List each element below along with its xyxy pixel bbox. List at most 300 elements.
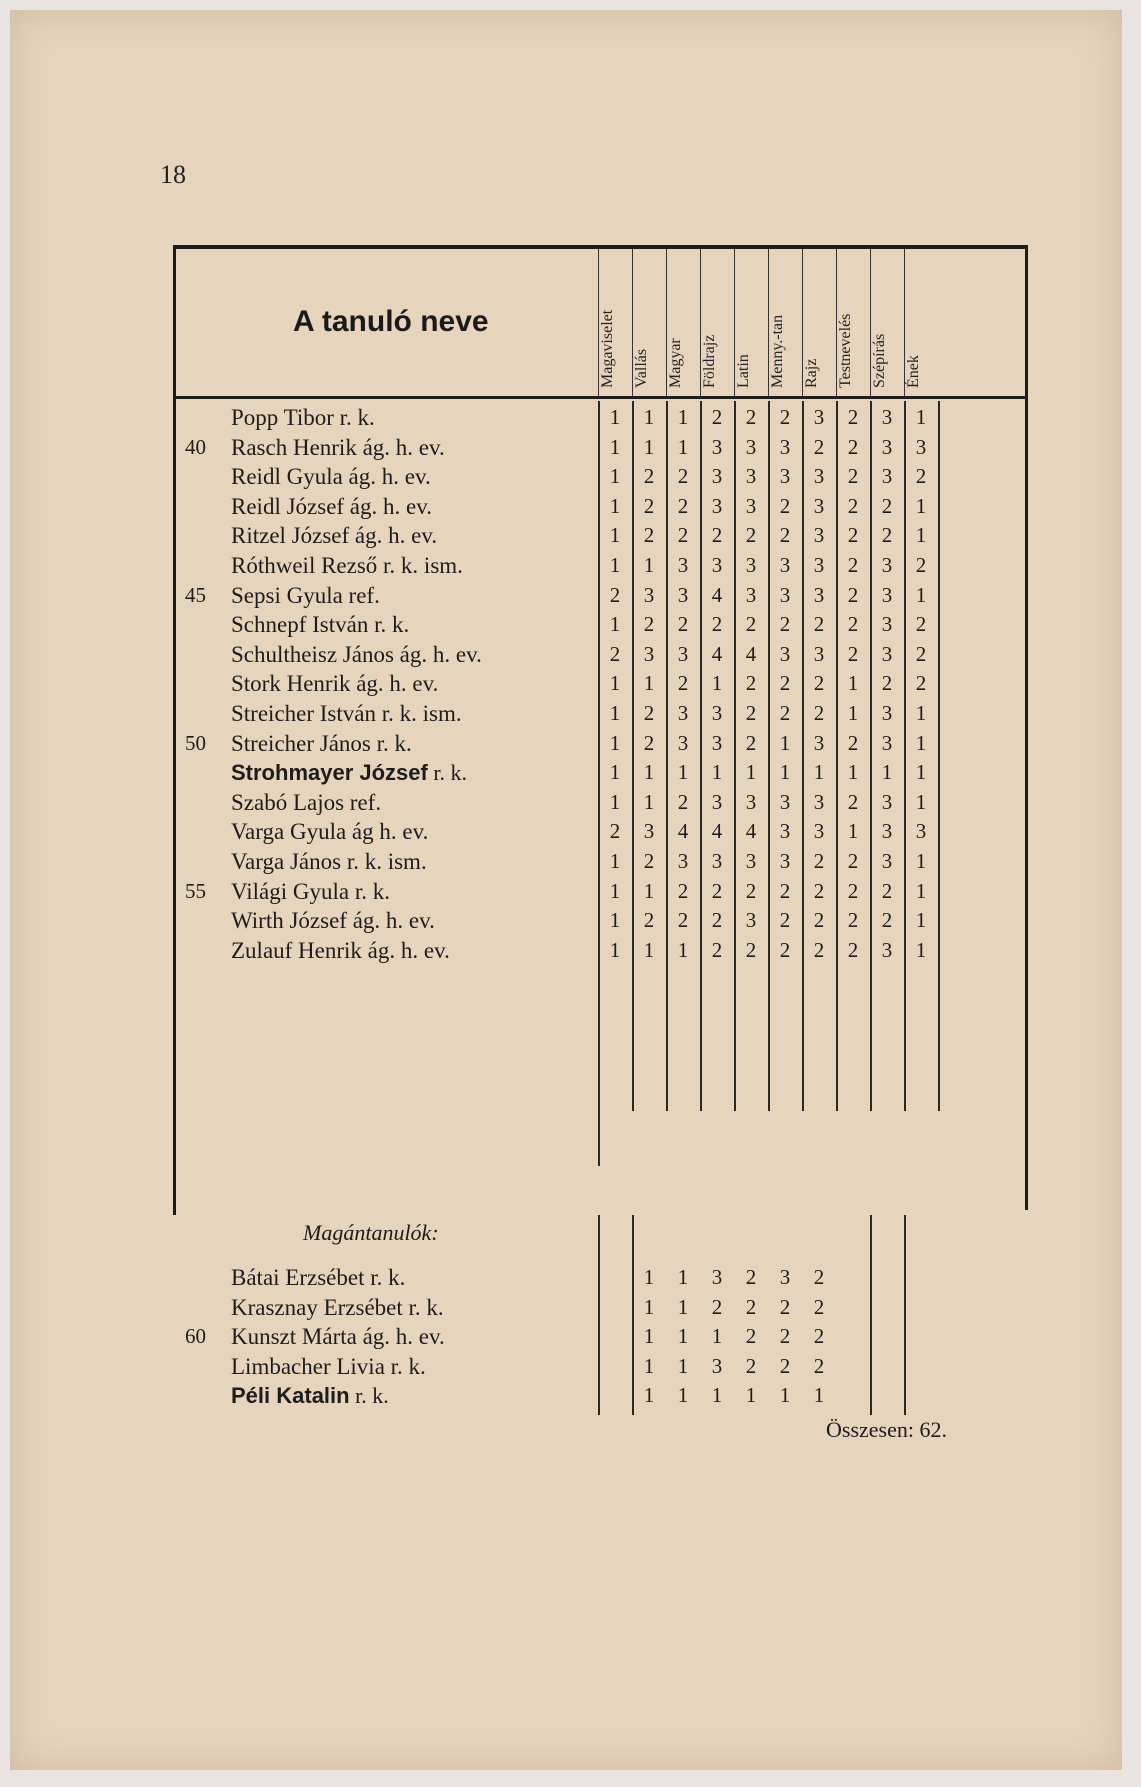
grade-cell: 1 bbox=[643, 878, 655, 903]
grade-cell: 2 bbox=[813, 849, 825, 873]
grade-cell: 3 bbox=[745, 849, 757, 873]
grade-cell: 2 bbox=[915, 612, 927, 637]
grade-cell: 1 bbox=[745, 760, 757, 785]
grade-cell: 1 bbox=[643, 434, 655, 459]
name-column-header: A tanuló neve bbox=[293, 305, 489, 338]
student-name bbox=[231, 731, 412, 757]
student-name-text: Bátai Erzsébet r. k. bbox=[231, 1265, 406, 1290]
grade-cell: 1 bbox=[915, 878, 927, 903]
grade-cell: 1 bbox=[609, 789, 621, 814]
grade-cell: 1 bbox=[915, 849, 927, 873]
grade-cell: 1 bbox=[643, 671, 655, 696]
student-row bbox=[173, 1324, 1028, 1354]
grade-cell: 2 bbox=[847, 641, 859, 666]
grade-cell: 3 bbox=[745, 553, 757, 577]
grade-cell: 3 bbox=[881, 641, 893, 666]
grade-cell: 1 bbox=[915, 908, 927, 933]
grade-cell: 3 bbox=[711, 701, 723, 725]
grade-cell: 1 bbox=[915, 701, 927, 725]
total-count: Összesen: 62. bbox=[826, 1417, 947, 1442]
student-row bbox=[173, 790, 1028, 820]
page-paper bbox=[10, 10, 1122, 1770]
grade-cell: 2 bbox=[609, 641, 621, 666]
student-row bbox=[173, 938, 1028, 968]
grade-cell: 2 bbox=[711, 878, 723, 903]
grade-cell: 1 bbox=[609, 464, 621, 489]
grade-cell: 3 bbox=[779, 582, 791, 607]
grade-cell: 2 bbox=[881, 523, 893, 548]
grade-cell: 3 bbox=[745, 789, 757, 814]
grade-cell: 2 bbox=[847, 730, 859, 755]
student-name-text: Reidl Gyula ág. h. ev. bbox=[231, 464, 431, 490]
grade-cell: 3 bbox=[711, 1265, 723, 1289]
grade-cell: 1 bbox=[813, 760, 825, 785]
grade-cell: 1 bbox=[779, 730, 791, 755]
grade-cell: 3 bbox=[881, 582, 893, 607]
grade-cell: 3 bbox=[915, 434, 927, 459]
grade-cell: 2 bbox=[779, 405, 791, 429]
grade-cell: 2 bbox=[745, 878, 757, 903]
grade-cell: 3 bbox=[813, 405, 825, 429]
subject-label: Magyar bbox=[667, 338, 684, 388]
page-number: 18 bbox=[160, 160, 186, 189]
grade-cell: 1 bbox=[677, 434, 689, 459]
grade-cell: 2 bbox=[643, 701, 655, 725]
grade-cell: 2 bbox=[677, 523, 689, 548]
grade-cell: 1 bbox=[677, 1265, 689, 1289]
subject-label: Testnevelés bbox=[837, 313, 854, 388]
student-name-text: Krasznay Erzsébet r. k. bbox=[231, 1294, 444, 1320]
grade-cell: 1 bbox=[643, 405, 655, 429]
grade-cell: 2 bbox=[677, 493, 689, 518]
grade-cell: 2 bbox=[847, 937, 859, 962]
grade-cell: 1 bbox=[915, 523, 927, 548]
student-row bbox=[173, 583, 1028, 613]
grade-cell: 3 bbox=[779, 849, 791, 873]
grade-cell: 3 bbox=[711, 789, 723, 814]
grade-cell: 2 bbox=[779, 937, 791, 962]
grade-cell: 2 bbox=[813, 908, 825, 933]
grade-cell: 1 bbox=[677, 1294, 689, 1319]
grade-cell: 3 bbox=[881, 789, 893, 814]
row-number: 55 bbox=[185, 878, 206, 903]
grade-cell: 2 bbox=[643, 493, 655, 518]
student-name-text: Limbacher Livia r. k. bbox=[231, 1353, 426, 1379]
grade-cell: 1 bbox=[609, 937, 621, 962]
grade-cell: 2 bbox=[609, 819, 621, 844]
grade-cell: 2 bbox=[813, 671, 825, 696]
grade-cell: 3 bbox=[779, 789, 791, 814]
subject-header bbox=[870, 249, 905, 396]
student-row bbox=[173, 879, 1028, 909]
grade-cell: 2 bbox=[813, 701, 825, 725]
grade-cell: 1 bbox=[677, 937, 689, 962]
grade-cell: 4 bbox=[745, 819, 757, 844]
student-name bbox=[231, 1265, 405, 1291]
grade-cell: 3 bbox=[677, 849, 689, 873]
grade-cell: 2 bbox=[915, 641, 927, 666]
student-name bbox=[231, 938, 450, 964]
grade-cell: 2 bbox=[677, 789, 689, 814]
grade-cell: 2 bbox=[813, 1324, 825, 1349]
grade-cell: 3 bbox=[813, 493, 825, 518]
student-row bbox=[173, 849, 1028, 879]
student-row bbox=[173, 731, 1028, 761]
grade-cell: 2 bbox=[609, 582, 621, 607]
grade-cell: 2 bbox=[677, 464, 689, 489]
grade-cell: 1 bbox=[711, 760, 723, 785]
student-row bbox=[173, 671, 1028, 701]
row-number: 45 bbox=[185, 582, 206, 607]
column-rule bbox=[598, 401, 600, 1166]
grade-cell: 1 bbox=[677, 1324, 689, 1349]
grade-cell: 1 bbox=[915, 937, 927, 962]
subject-label: Latin bbox=[735, 354, 752, 388]
column-rule bbox=[802, 401, 804, 1111]
grade-cell: 2 bbox=[677, 612, 689, 637]
grade-cell: 2 bbox=[881, 493, 893, 518]
grade-cell: 3 bbox=[711, 553, 723, 577]
grade-cell: 2 bbox=[745, 730, 757, 755]
grade-cell: 2 bbox=[813, 434, 825, 459]
column-rule bbox=[836, 401, 838, 1111]
subject-header bbox=[802, 249, 837, 396]
grade-cell: 2 bbox=[915, 671, 927, 696]
grade-cell: 3 bbox=[813, 819, 825, 844]
student-name-text: Streicher István r. k. ism. bbox=[231, 701, 462, 726]
grade-cell: 1 bbox=[915, 789, 927, 814]
grade-cell: 2 bbox=[915, 553, 927, 577]
grade-cell: 3 bbox=[813, 553, 825, 577]
grade-cell: 2 bbox=[643, 612, 655, 637]
grade-cell: 1 bbox=[847, 819, 859, 844]
grade-cell: 1 bbox=[609, 849, 621, 873]
grade-cell: 3 bbox=[643, 641, 655, 666]
student-row bbox=[173, 1383, 1028, 1413]
grade-cell: 1 bbox=[643, 937, 655, 962]
subject-header bbox=[598, 249, 633, 396]
grade-cell: 3 bbox=[677, 641, 689, 666]
grade-cell: 3 bbox=[779, 819, 791, 844]
private-students-heading: Magántanulók: bbox=[303, 1220, 439, 1245]
grade-cell: 2 bbox=[745, 612, 757, 637]
student-name bbox=[231, 849, 427, 875]
grade-cell: 1 bbox=[609, 434, 621, 459]
student-name-text: Reidl József ág. h. ev. bbox=[231, 493, 432, 519]
grade-cell: 1 bbox=[779, 1383, 791, 1408]
grade-cell: 3 bbox=[745, 582, 757, 607]
subject-header bbox=[836, 249, 871, 396]
grade-cell: 2 bbox=[847, 553, 859, 577]
grade-cell: 2 bbox=[847, 405, 859, 429]
grade-cell: 1 bbox=[609, 493, 621, 518]
grade-cell: 2 bbox=[643, 908, 655, 933]
grade-cell: 3 bbox=[881, 849, 893, 873]
student-name bbox=[231, 701, 462, 727]
column-rule bbox=[700, 401, 702, 1111]
grade-cell: 3 bbox=[813, 789, 825, 814]
grade-cell: 3 bbox=[813, 730, 825, 755]
column-rule bbox=[632, 1215, 634, 1415]
student-name-text: Schnepf István r. k. bbox=[231, 612, 410, 638]
grade-cell: 1 bbox=[881, 760, 893, 785]
column-rule bbox=[904, 401, 906, 1111]
grade-cell: 1 bbox=[779, 760, 791, 785]
grade-cell: 2 bbox=[745, 1324, 757, 1349]
grade-cell: 3 bbox=[677, 553, 689, 577]
grade-cell: 2 bbox=[745, 671, 757, 696]
student-name bbox=[231, 494, 432, 520]
subject-label: Vallás bbox=[633, 348, 650, 388]
grade-cell: 3 bbox=[677, 730, 689, 755]
grade-cell: 2 bbox=[711, 612, 723, 637]
grade-cell: 3 bbox=[745, 434, 757, 459]
grade-cell: 1 bbox=[643, 1265, 655, 1289]
grade-cell: 4 bbox=[677, 819, 689, 844]
grade-cell: 2 bbox=[847, 582, 859, 607]
student-name bbox=[231, 1324, 445, 1350]
grade-cell: 2 bbox=[643, 849, 655, 873]
student-name-text: Stork Henrik ág. h. ev. bbox=[231, 671, 439, 697]
student-name-text: Varga Gyula ág h. ev. bbox=[231, 819, 429, 845]
grade-cell: 3 bbox=[813, 464, 825, 489]
student-name-suffix: r. k. bbox=[349, 1383, 389, 1409]
student-row bbox=[173, 1265, 1028, 1295]
column-rule bbox=[734, 401, 736, 1111]
grade-cell: 4 bbox=[711, 582, 723, 607]
grade-cell: 1 bbox=[677, 1383, 689, 1408]
grade-cell: 2 bbox=[847, 849, 859, 873]
row-number: 40 bbox=[185, 434, 206, 459]
column-rule bbox=[666, 401, 668, 1111]
grade-cell: 2 bbox=[847, 878, 859, 903]
grade-cell: 1 bbox=[813, 1383, 825, 1408]
student-name-text: Streicher János r. k. bbox=[231, 730, 412, 756]
grade-cell: 1 bbox=[847, 760, 859, 785]
grade-cell: 3 bbox=[881, 937, 893, 962]
student-name-text: Varga János r. k. ism. bbox=[231, 849, 427, 874]
grade-cell: 1 bbox=[915, 493, 927, 518]
grade-cell: 2 bbox=[779, 523, 791, 548]
student-name bbox=[231, 1354, 426, 1380]
subject-header bbox=[734, 249, 769, 396]
grade-cell: 3 bbox=[881, 701, 893, 725]
grade-cell: 2 bbox=[745, 701, 757, 725]
subject-label: Szépírás bbox=[871, 333, 888, 388]
student-name-text: Zulauf Henrik ág. h. ev. bbox=[231, 937, 450, 963]
student-name bbox=[231, 1383, 389, 1409]
student-row bbox=[173, 553, 1028, 583]
grade-cell: 2 bbox=[813, 937, 825, 962]
grade-cell: 3 bbox=[711, 493, 723, 518]
grade-cell: 3 bbox=[779, 464, 791, 489]
grade-cell: 3 bbox=[881, 464, 893, 489]
grade-cell: 3 bbox=[643, 582, 655, 607]
subject-header bbox=[666, 249, 701, 396]
grade-cell: 1 bbox=[609, 523, 621, 548]
student-name-text: Péli Katalin bbox=[231, 1383, 350, 1409]
grade-cell: 2 bbox=[779, 612, 791, 637]
student-name bbox=[231, 790, 381, 816]
grade-cell: 2 bbox=[745, 937, 757, 962]
grade-cell: 2 bbox=[643, 464, 655, 489]
grade-cell: 3 bbox=[915, 819, 927, 844]
grade-cell: 2 bbox=[677, 878, 689, 903]
student-name-suffix: r. k. bbox=[427, 760, 467, 786]
subject-label: Ének bbox=[905, 355, 922, 388]
grade-cell: 2 bbox=[813, 1294, 825, 1319]
student-name-text: Popp Tibor r. k. bbox=[231, 405, 375, 430]
grade-cell: 2 bbox=[677, 908, 689, 933]
grade-cell: 1 bbox=[847, 671, 859, 696]
grade-cell: 4 bbox=[711, 819, 723, 844]
grade-cell: 1 bbox=[643, 1324, 655, 1349]
grade-cell: 1 bbox=[847, 701, 859, 725]
student-row bbox=[173, 612, 1028, 642]
grade-cell: 2 bbox=[847, 908, 859, 933]
grade-cell: 2 bbox=[881, 671, 893, 696]
grade-cell: 2 bbox=[881, 908, 893, 933]
student-name-text: Wirth József ág. h. ev. bbox=[231, 908, 435, 934]
grade-cell: 1 bbox=[609, 612, 621, 637]
grade-cell: 2 bbox=[677, 671, 689, 696]
grade-cell: 3 bbox=[779, 553, 791, 577]
column-rule bbox=[768, 401, 770, 1111]
grade-cell: 2 bbox=[779, 1294, 791, 1319]
grade-cell: 1 bbox=[609, 405, 621, 429]
grade-cell: 2 bbox=[643, 730, 655, 755]
grade-cell: 1 bbox=[609, 908, 621, 933]
student-row bbox=[173, 1295, 1028, 1325]
grade-cell: 3 bbox=[813, 523, 825, 548]
column-rule bbox=[632, 401, 634, 1111]
grade-cell: 2 bbox=[745, 1265, 757, 1289]
student-row bbox=[173, 405, 1028, 435]
row-number: 60 bbox=[185, 1324, 206, 1349]
student-row bbox=[173, 701, 1028, 731]
subject-header bbox=[632, 249, 667, 396]
grade-cell: 2 bbox=[813, 1353, 825, 1378]
column-rule bbox=[904, 1215, 906, 1415]
grade-cell: 1 bbox=[609, 730, 621, 755]
grade-cell: 2 bbox=[779, 878, 791, 903]
column-rule bbox=[598, 1215, 600, 1415]
student-name bbox=[231, 583, 380, 609]
grade-cell: 1 bbox=[711, 671, 723, 696]
grade-cell: 2 bbox=[745, 1353, 757, 1378]
student-row bbox=[173, 908, 1028, 938]
grade-cell: 3 bbox=[745, 493, 757, 518]
grade-cell: 3 bbox=[779, 641, 791, 666]
column-rule bbox=[870, 1215, 872, 1415]
student-name-text: Róthweil Rezső r. k. ism. bbox=[231, 553, 463, 578]
grade-cell: 2 bbox=[881, 878, 893, 903]
grade-cell: 2 bbox=[779, 701, 791, 725]
student-name bbox=[231, 405, 375, 431]
grade-cell: 2 bbox=[813, 878, 825, 903]
grade-cell: 3 bbox=[677, 582, 689, 607]
grade-cell: 1 bbox=[643, 553, 655, 577]
grade-cell: 1 bbox=[643, 1294, 655, 1319]
grade-cell: 1 bbox=[609, 671, 621, 696]
grade-cell: 1 bbox=[915, 582, 927, 607]
grade-cell: 3 bbox=[813, 641, 825, 666]
grade-cell: 1 bbox=[643, 1353, 655, 1378]
grade-cell: 1 bbox=[609, 553, 621, 577]
student-name bbox=[231, 642, 482, 668]
grade-cell: 2 bbox=[779, 671, 791, 696]
student-name bbox=[231, 1295, 444, 1321]
grade-cell: 3 bbox=[711, 849, 723, 873]
header-rule bbox=[173, 396, 1028, 399]
grade-cell: 1 bbox=[915, 405, 927, 429]
grade-cell: 3 bbox=[745, 464, 757, 489]
grade-cell: 2 bbox=[711, 1294, 723, 1319]
student-name-text: Strohmayer József bbox=[231, 760, 428, 786]
student-name bbox=[231, 612, 409, 638]
grade-cell: 2 bbox=[847, 523, 859, 548]
grade-cell: 2 bbox=[813, 1265, 825, 1289]
grades-table bbox=[173, 245, 1028, 1442]
student-name bbox=[231, 553, 463, 579]
grade-cell: 2 bbox=[643, 523, 655, 548]
grade-cell: 2 bbox=[847, 464, 859, 489]
student-name-text: Világi Gyula r. k. bbox=[231, 878, 390, 904]
student-row bbox=[173, 494, 1028, 524]
grade-cell: 2 bbox=[745, 523, 757, 548]
grade-cell: 1 bbox=[677, 760, 689, 785]
grade-cell: 1 bbox=[643, 789, 655, 814]
grade-cell: 3 bbox=[813, 582, 825, 607]
student-name bbox=[231, 435, 445, 461]
student-name bbox=[231, 819, 428, 845]
grade-cell: 2 bbox=[779, 1353, 791, 1378]
grade-cell: 4 bbox=[711, 641, 723, 666]
grade-cell: 4 bbox=[745, 641, 757, 666]
grade-cell: 3 bbox=[881, 612, 893, 637]
subject-header bbox=[904, 249, 939, 396]
grade-cell: 1 bbox=[711, 1383, 723, 1408]
grade-cell: 1 bbox=[609, 701, 621, 725]
student-name-text: Rasch Henrik ág. h. ev. bbox=[231, 434, 445, 460]
grade-cell: 1 bbox=[915, 730, 927, 755]
grade-cell: 1 bbox=[711, 1324, 723, 1349]
grade-cell: 2 bbox=[711, 523, 723, 548]
student-row bbox=[173, 523, 1028, 553]
subject-label: Rajz bbox=[803, 358, 820, 388]
grade-cell: 2 bbox=[779, 908, 791, 933]
grade-cell: 1 bbox=[745, 1383, 757, 1408]
grade-cell: 1 bbox=[609, 878, 621, 903]
student-name-text: Kunszt Márta ág. h. ev. bbox=[231, 1324, 445, 1350]
grade-cell: 3 bbox=[779, 434, 791, 459]
grade-cell: 3 bbox=[745, 908, 757, 933]
subject-label: Magaviselet bbox=[599, 309, 616, 388]
subject-label: Földrajz bbox=[701, 334, 718, 388]
student-name bbox=[231, 464, 431, 490]
grade-cell: 3 bbox=[881, 405, 893, 429]
grade-cell: 1 bbox=[915, 760, 927, 785]
subject-header bbox=[768, 249, 803, 396]
grade-cell: 1 bbox=[677, 1353, 689, 1378]
student-name-text: Sepsi Gyula ref. bbox=[231, 582, 380, 608]
grade-cell: 3 bbox=[881, 434, 893, 459]
grade-cell: 3 bbox=[881, 819, 893, 844]
grade-cell: 2 bbox=[779, 1324, 791, 1349]
grade-cell: 2 bbox=[711, 908, 723, 933]
grade-cell: 2 bbox=[711, 405, 723, 429]
grade-cell: 1 bbox=[677, 405, 689, 429]
